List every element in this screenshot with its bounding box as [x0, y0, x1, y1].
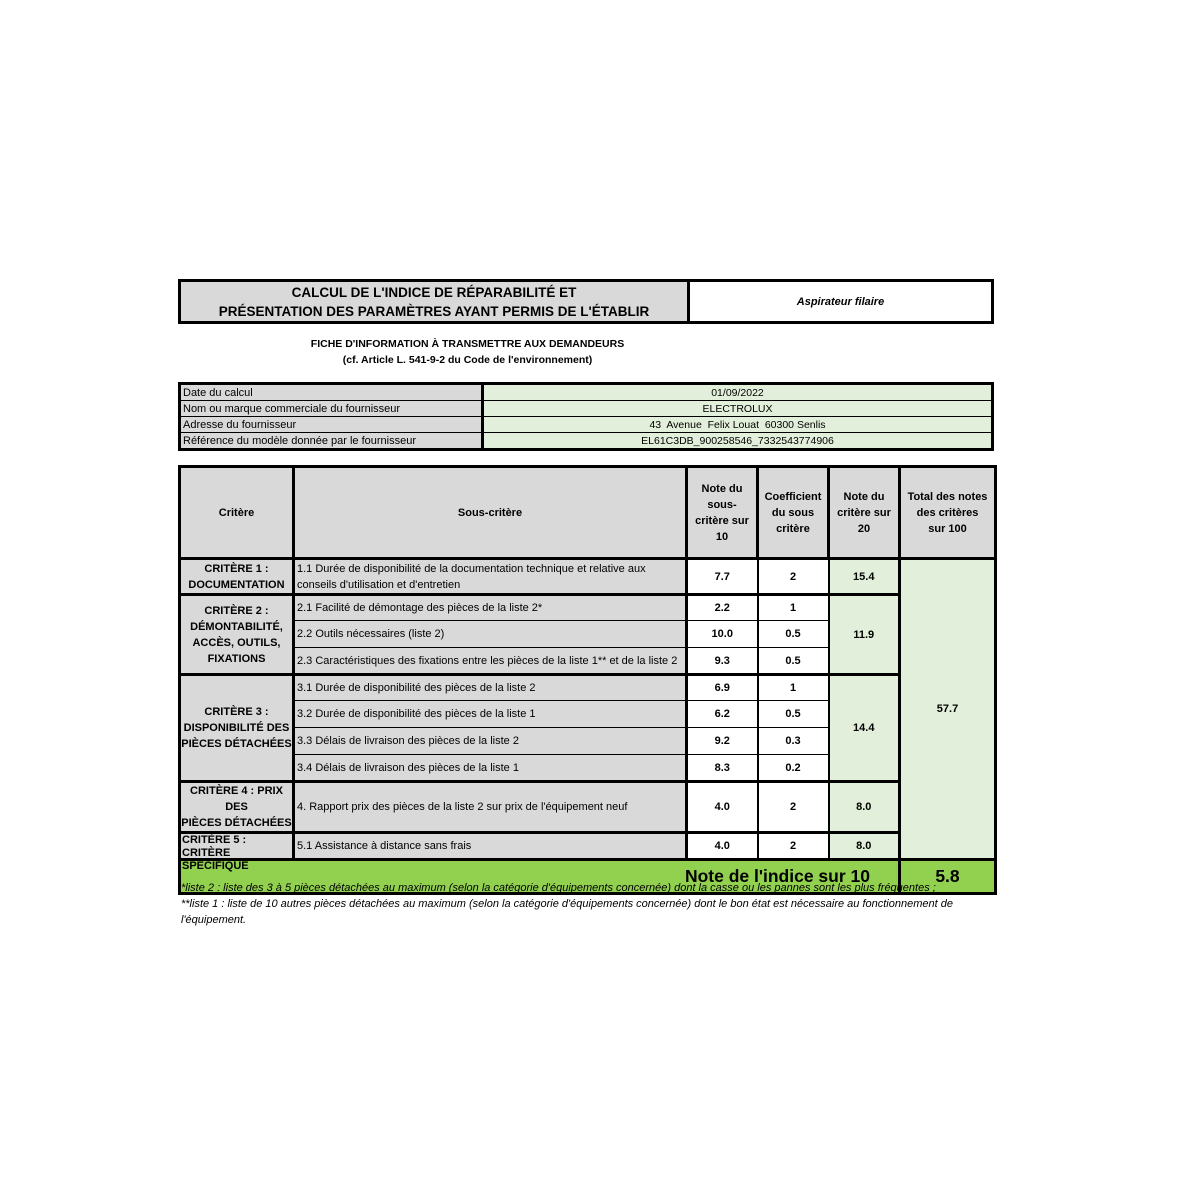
sub-criterion-3-3: 3.3 Délais de livraison des pièces de la liste 2	[294, 728, 687, 755]
sub-criterion-3-2: 3.2 Durée de disponibilité des pièces de la liste 1	[294, 701, 687, 728]
coefficient: 0.3	[758, 728, 829, 755]
header-total100: Total des notes des critères sur 100	[900, 467, 996, 559]
note-sur-10: 10.0	[687, 621, 758, 648]
table-row	[180, 595, 996, 621]
title-line-2: PRÉSENTATION DES PARAMÈTRES AYANT PERMIS DE L'ÉTABLIR	[218, 303, 650, 319]
footnotes	[181, 880, 971, 928]
header-note10: Note du sous- critère sur 10	[687, 467, 758, 559]
note-sur-20-critere-1: 15.4	[829, 559, 900, 595]
subheading-line-1: FICHE D'INFORMATION À TRANSMETTRE AUX DEMANDEURS	[310, 338, 625, 350]
header-critere: Critère	[180, 467, 294, 559]
critere-4-label: CRITÈRE 4 : PRIX DES PIÈCES DÉTACHÉES	[180, 782, 294, 833]
sub-criterion-3-1: 3.1 Durée de disponibilité des pièces de la liste 2	[294, 675, 687, 701]
coefficient: 2	[758, 782, 829, 833]
sub-criterion-5-1: 5.1 Assistance à distance sans frais	[294, 833, 687, 860]
note-sur-10: 4.0	[687, 833, 758, 860]
critere-1-label: CRITÈRE 1 : DOCUMENTATION	[180, 559, 294, 595]
critere-3-label: CRITÈRE 3 : DISPONIBILITÉ DES PIÈCES DÉTACHÉES	[180, 675, 294, 782]
info-row-date	[181, 385, 991, 401]
note-sur-10: 4.0	[687, 782, 758, 833]
critere-2-label: CRITÈRE 2 : DÉMONTABILITÉ, ACCÈS, OUTILS, FIXATIONS	[180, 595, 294, 675]
coefficient: 1	[758, 595, 829, 621]
title-line-1: CALCUL DE L'INDICE DE RÉPARABILITÉ ET	[291, 284, 577, 300]
header-coefficient: Coefficient du sous critère	[758, 467, 829, 559]
info-value: ELECTROLUX	[484, 401, 991, 416]
sub-criterion-2-2: 2.2 Outils nécessaires (liste 2)	[294, 621, 687, 648]
final-score-value: 5.8	[900, 860, 996, 894]
info-label: Nom ou marque commerciale du fournisseur	[181, 401, 484, 416]
note-sur-10: 2.2	[687, 595, 758, 621]
note-sur-10: 9.3	[687, 648, 758, 675]
note-sur-20-critere-5: 8.0	[829, 833, 900, 860]
info-row-reference	[181, 433, 991, 448]
note-sur-20-critere-3: 14.4	[829, 675, 900, 782]
info-value: 43 Avenue Felix Louat 60300 Senlis	[484, 417, 991, 432]
table-header-row	[180, 467, 996, 559]
sub-criterion-3-4: 3.4 Délais de livraison des pièces de la liste 1	[294, 755, 687, 782]
subheading-line-2: (cf. Article L. 541-9-2 du Code de l'environnement)	[342, 354, 593, 366]
footnote-liste-1: **liste 1 : liste de 10 autres pièces détachées au maximum (selon la catégorie d'équipements concernée) dont le bon état est nécessaire au fonctionnement de	[181, 898, 953, 910]
info-value: 01/09/2022	[484, 385, 991, 400]
table-row	[180, 559, 996, 595]
table-row	[180, 782, 996, 833]
supplier-info-table	[178, 382, 994, 451]
info-label: Référence du modèle donnée par le fournisseur	[181, 433, 484, 448]
final-score-label: Note de l'indice sur 10	[180, 860, 900, 894]
info-value: EL61C3DB_900258546_7332543774906	[484, 433, 991, 448]
footnote-liste-1-cont: l'équipement.	[181, 914, 247, 926]
note-sur-20-critere-2: 11.9	[829, 595, 900, 675]
info-label: Date du calcul	[181, 385, 484, 400]
total-sur-100: 57.7	[900, 559, 996, 860]
info-label: Adresse du fournisseur	[181, 417, 484, 432]
footnote-liste-2: *liste 2 : liste des 3 à 5 pièces détachées au maximum (selon la catégorie d'équipements concernée) dont la casse ou les pannes sont les plus fréquentes ;	[181, 882, 936, 894]
sub-criterion-1-1: 1.1 Durée de disponibilité de la documentation technique et relative aux conseils d'utilisation et d'entretien	[294, 559, 687, 595]
table-row	[180, 833, 996, 860]
coefficient: 0.5	[758, 701, 829, 728]
repairability-table	[178, 465, 997, 895]
sub-criterion-2-1: 2.1 Facilité de démontage des pièces de la liste 2*	[294, 595, 687, 621]
header-sous-critere: Sous-critère	[294, 467, 687, 559]
coefficient: 2	[758, 559, 829, 595]
form-subheading	[230, 336, 705, 368]
note-sur-10: 7.7	[687, 559, 758, 595]
note-sur-20-critere-4: 8.0	[829, 782, 900, 833]
coefficient: 1	[758, 675, 829, 701]
product-type: Aspirateur filaire	[796, 295, 885, 308]
info-row-address	[181, 417, 991, 433]
critere-5-label: CRITÈRE 5 : CRITÈRE SPÉCIFIQUE	[180, 833, 294, 860]
document-title	[181, 282, 690, 321]
note-sur-10: 9.2	[687, 728, 758, 755]
sub-criterion-2-3: 2.3 Caractéristiques des fixations entre les pièces de la liste 1** et de la liste 2	[294, 648, 687, 675]
header-note20: Note du critère sur 20	[829, 467, 900, 559]
coefficient: 0.5	[758, 648, 829, 675]
note-sur-10: 6.2	[687, 701, 758, 728]
info-row-brand	[181, 401, 991, 417]
coefficient: 0.2	[758, 755, 829, 782]
table-row	[180, 675, 996, 701]
coefficient: 0.5	[758, 621, 829, 648]
note-sur-10: 8.3	[687, 755, 758, 782]
coefficient: 2	[758, 833, 829, 860]
note-sur-10: 6.9	[687, 675, 758, 701]
header-box	[178, 279, 994, 324]
sub-criterion-4: 4. Rapport prix des pièces de la liste 2 sur prix de l'équipement neuf	[294, 782, 687, 833]
